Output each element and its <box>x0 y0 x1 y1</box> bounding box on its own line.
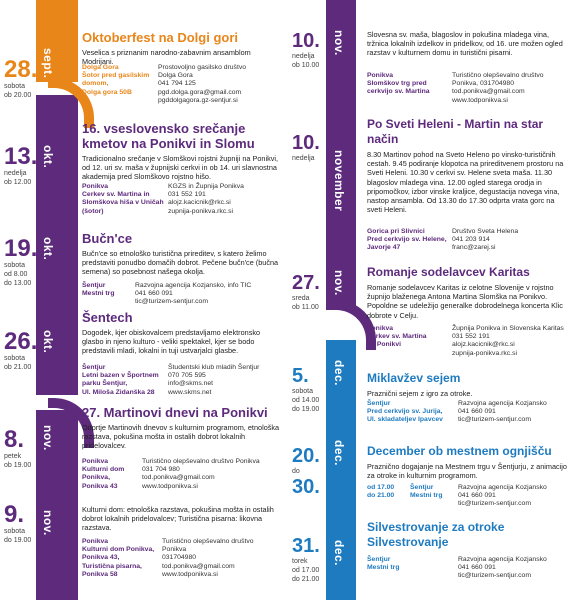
date-9-nov: 9. sobota do 19.00 <box>4 501 32 544</box>
event-oktoberfest <box>82 30 282 66</box>
event-organizer: Župnija Ponikva in Slovenska Karitas 031 552 191 alojz.kacicnik@rkc.si zupnija-ponikva.rkc.si <box>452 325 564 357</box>
month-label-sept: sept. <box>41 48 55 79</box>
event-location: Šentjur Pred cerkvijo sv. Jurija, Ul. skladateljev Ipavcev <box>367 400 443 424</box>
month-label-dec-1: dec. <box>332 360 346 387</box>
month-label-nov-1: nov. <box>41 425 55 451</box>
date-19-okt: 19. sobota od 8.00 do 13.00 <box>4 235 38 287</box>
month-label-okt-2: okt. <box>41 237 55 261</box>
month-label-okt-1: okt. <box>41 145 55 169</box>
date-26-okt: 26. sobota ob 21.00 <box>4 328 38 371</box>
event-organizer: Prostovoljno gasilsko društvo Dolga Gora 041 794 125 pgd.dolga.gora@gmail.com pgddolgagora.gz-sentjur.si <box>158 64 247 104</box>
event-martinovi-dnevi <box>82 405 282 451</box>
month-label-nov-3: nov. <box>332 30 346 56</box>
event-silvestrovanje <box>367 520 567 550</box>
month-label-nov-2: nov. <box>41 510 55 536</box>
event-location: Šentjur Mestni trg <box>367 556 400 572</box>
event-sveta-helena <box>367 117 567 214</box>
event-title: Oktoberfest na Dolgi gori <box>82 30 239 45</box>
event-text: Praznično dogajanje na Mestnem trgu v Šentjurju, z animacijo za otroke in kulturnim programom. <box>367 462 567 481</box>
event-text: 8.30 Martinov pohod na Sveto Heleno po vinsko-turističnih cestah. 9.45 podiranje klopotca na prireditvenem prostoru na Sveti Heleni. 10.30 v cerkvi sv. Helene sveta maša. 11.30 blagoslov mladega vina. 12.00 ogled starega orodja in pripomočkov, izbor vinske kraljice, degustacija novega vina, nastop ansambla. Od 13.30 do 17.30 odprta vrata gorc na sveti Heleni. <box>367 150 564 215</box>
event-miklavzev-sejem <box>367 371 567 398</box>
event-title: Silvestrovanje za otroke Silvestrovanje <box>367 520 505 549</box>
event-text: Bučn'ce so etnološko turistična prireditev, s katero želimo predstaviti ponudbo domačih dobrot. Pečene bučn'ce (bučna semena) so posebnost našega okolja. <box>82 249 279 277</box>
event-text: Kulturni dom: etnološka razstava, pokušina mošta in ostalih dobrot lokalnih pridelovalcev; Turistična pisarna: likovna razstava. <box>82 505 274 533</box>
event-location: Gorica pri Slivnici Pred cerkvijo sv. Helene, Javorje 47 <box>367 228 447 252</box>
event-december-ognjisce <box>367 444 567 480</box>
event-srecanje-kmetov <box>82 121 282 182</box>
event-text: Tradicionalno srečanje v Slomškovi rojstni župniji na Ponikvi, od 12. uri sv. maša v župnijski cerkvi in ob 14. uri slavnostna akademija pred Slomškovo rojstno hišo. <box>82 154 279 182</box>
event-organizer: Študentski klub mladih Šentjur 070 705 595 info@skms.net www.skms.net <box>168 364 260 396</box>
date-20-30-dec: 20. do 30. <box>292 445 320 498</box>
event-martinova-masa <box>367 30 563 58</box>
event-text: Romanje sodelavcev Karitas iz celotne Slovenije v rojstno župnijo blaženega Antona Martina Slomška na Ponikvo. Popoldne se udeležijo generalke dobrodelnega koncerta Klic dobrote v Celju. <box>367 283 563 320</box>
date-31-dec: 31. torek od 17.00 do 21.00 <box>292 535 320 583</box>
event-title: Šentech <box>82 310 133 325</box>
event-organizer: Turistično olepševalno društvo Ponikva 031 704 980 tod.ponikva@gmail.com www.todponikva.si <box>142 458 260 490</box>
event-organizer: Razvojna agencija Kozjansko 041 660 091 tic@turizem-sentjur.com <box>458 556 547 580</box>
date-13-okt: 13. nedelja ob 12.00 <box>4 143 38 186</box>
date-10-nov: 10. nedelja ob 10.00 <box>292 30 320 69</box>
event-organizer: Razvojna agencija Kozjansko, info TIC 041 660 091 tic@turizem-sentjur.com <box>135 282 252 306</box>
month-label-nov-4: nov. <box>332 270 346 296</box>
event-text: Odprtje Martinovih dnevov s kulturnim programom, etnološka razstava, pokušina mošta in ostalih dobrot lokalnih pridelovalcev. <box>82 423 280 451</box>
event-title: Romanje sodelavcev Karitas <box>367 265 530 279</box>
event-title: Miklavžev sejem <box>367 371 461 385</box>
event-location: Ponikva Cerkev sv. Martina na Ponikvi <box>367 325 427 349</box>
month-label-november: november <box>332 150 346 212</box>
event-organizer: Turistično olepševalno društvo Ponikva, 031704980 tod.ponikva@gmail.com www.todponikva.si <box>452 72 544 104</box>
event-bucnce <box>82 231 282 277</box>
date-27-nov: 27. sreda ob 11.00 <box>292 272 320 311</box>
date-8-nov: 8. petek ob 19.00 <box>4 426 32 469</box>
event-sentech <box>82 310 282 356</box>
event-title: 27. Martinovi dnevi na Ponikvi <box>82 405 268 420</box>
event-title: December ob mestnem ognjišču <box>367 444 552 458</box>
event-location: Ponikva Kulturni dom Ponikva, Ponikva 43 <box>82 458 125 490</box>
event-location: Šentjur Mestni trg <box>82 282 115 298</box>
event-martinovi-dnevi-day2 <box>82 505 282 533</box>
event-location: Šentjur Mestni trg <box>410 484 443 500</box>
event-location: Ponikva Kulturni dom Ponikva, Ponikva 43, Turistična pisarna, Ponikva 58 <box>82 538 155 578</box>
event-title: Bučn'ce <box>82 231 133 246</box>
month-label-dec-3: dec. <box>332 540 346 567</box>
date-10-november: 10. nedelja <box>292 132 320 162</box>
event-time: od 17.00 do 21.00 <box>367 484 395 500</box>
month-label-okt-3: okt. <box>41 330 55 354</box>
event-location: Šentjur Letni bazen v Športnem parku Šentjur, Ul. Miloša Zidanška 28 <box>82 364 159 396</box>
event-organizer: Društvo Sveta Helena 041 203 914 franc@zarej.si <box>452 228 519 252</box>
event-karitas <box>367 265 567 320</box>
event-location: Dolga Gora Šotor pred gasilskim domom, Dolga gora 50B <box>82 64 150 96</box>
month-label-dec-2: dec. <box>332 440 346 467</box>
event-organizer: Razvojna agencija Kozjansko 041 660 091 tic@turizem-sentjur.com <box>458 400 547 424</box>
event-location: Ponikva Slomškov trg pred cerkvijo sv. Martina <box>367 72 430 96</box>
event-organizer: Turistično olepševalno društvo Ponikva 031704980 tod.ponikva@gmail.com www.todponikva.si <box>162 538 254 578</box>
event-text: Praznični sejem z igro za otroke. <box>367 389 473 398</box>
event-organizer: KGZS in Župnija Ponikva 031 552 191 alojz.kacicnik@rkc.si zupnija-ponikva.rkc.si <box>168 183 244 215</box>
event-text: Dogodek, kjer obiskovalcem predstavljamo elektronsko glasbo in njeno kulturo - veliki spektakel, kjer se bodo predstavili mladi, lokalni in tuji ustvarjalci glasbe. <box>82 328 261 356</box>
date-28-sept: 28. sobota ob 20.00 <box>4 56 38 99</box>
event-text: Slovesna sv. maša, blagoslov in pokušina mladega vina, tržnica lokalnih izdelkov in pridelkov, od 16. ure možen ogled razstav v kulturnem domu in turistični pisarni. <box>367 30 563 58</box>
event-title: 16. vseslovensko srečanje kmetov na Ponikvi in Slomu <box>82 121 255 151</box>
event-title: Po Sveti Heleni - Martin na star način <box>367 117 544 146</box>
date-5-dec: 5. sobota od 14.00 do 19.00 <box>292 365 320 413</box>
event-organizer: Razvojna agencija Kozjansko 041 660 091 tic@turizem-sentjur.com <box>458 484 547 508</box>
event-text: Veselica s priznanim narodno-zabavnim ansamblom Modrijani. <box>82 48 251 67</box>
event-location: Ponikva Cerkev sv. Martina in Slomškova hiša v Uničah (šotor) <box>82 183 164 215</box>
